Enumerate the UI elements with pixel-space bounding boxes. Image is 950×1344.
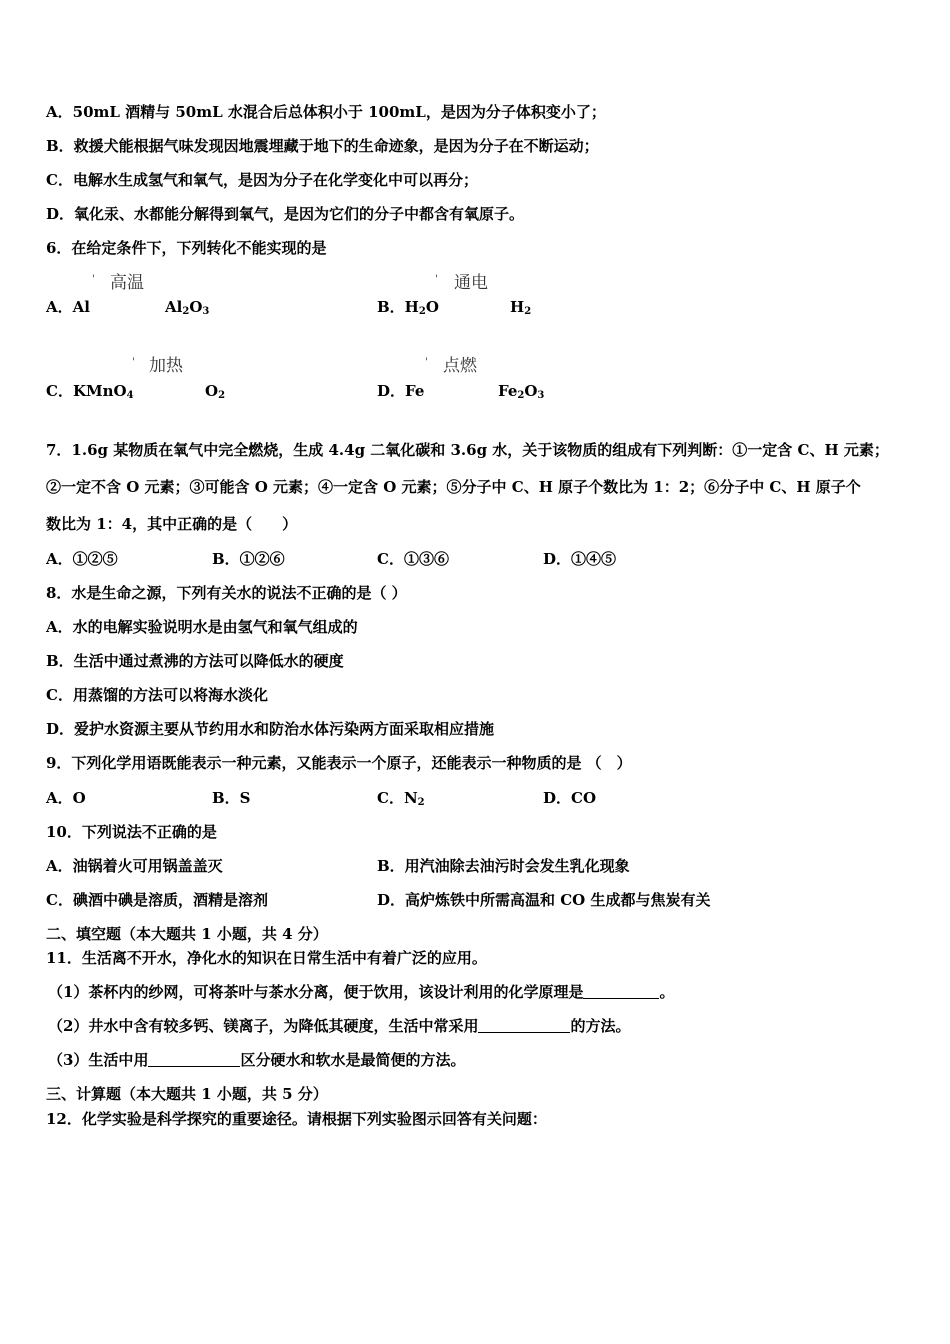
q6-a-product: $Al_2O_3$: [165, 298, 210, 317]
q8-option-d: D．爱护水资源主要从节约用水和防治水体污染两方面采取相应措施: [46, 720, 495, 738]
q11-part-2: （2）井水中含有较多钙、镁离子，为降低其硬度，生活中常采用 的方法。: [48, 1017, 631, 1035]
q11-blank-3[interactable]: [148, 1052, 240, 1067]
q5-option-c: C．电解水生成氢气和氧气，是因为分子在化学变化中可以再分；: [46, 171, 478, 189]
q6-a-condition: 高温: [110, 273, 144, 293]
q9-option-d: D．CO: [543, 789, 597, 807]
q7-option-a: A．①②⑤: [46, 550, 118, 568]
q6-d-tick: ': [425, 357, 428, 368]
q6-b-condition: 通电: [454, 273, 488, 293]
q11-part-3: （3）生活中用 区分硬水和软水是最简便的方法。: [48, 1051, 466, 1069]
q9-option-c: C．$N_2$: [377, 789, 425, 808]
q11-blank-1[interactable]: [583, 984, 659, 999]
section-2-heading: 二、填空题（本大题共 1 小题，共 4 分）: [46, 925, 328, 943]
q6-a-reactant: A．Al: [46, 298, 90, 316]
q6-c-product: $O_2$: [205, 382, 226, 401]
q7-stem-line3: 数比为 1：4，其中正确的是（ ）: [46, 515, 298, 533]
q8-stem: 8．水是生命之源，下列有关水的说法不正确的是（ ）: [46, 584, 407, 602]
q7-stem-line1: 7．1.6g 某物质在氧气中完全燃烧，生成 4.4g 二氧化碳和 3.6g 水，关于该物质的组成有下列判断：①一定含 C、H 元素；: [46, 441, 889, 459]
q9-stem: 9．下列化学用语既能表示一种元素，又能表示一个原子，还能表示一种物质的是 （ ）: [46, 754, 632, 772]
q6-d-product: $Fe_2O_3$: [498, 382, 545, 401]
q8-option-a: A．水的电解实验说明水是由氢气和氧气组成的: [46, 618, 358, 636]
q6-b-product: $H_2$: [510, 298, 532, 317]
q7-option-b: B．①②⑥: [212, 550, 285, 568]
q8-option-b: B．生活中通过煮沸的方法可以降低水的硬度: [46, 652, 344, 670]
q5-option-b: B．救援犬能根据气味发现因地震埋藏于地下的生命迹象，是因为分子在不断运动；: [46, 137, 599, 155]
q11-blank-2[interactable]: [478, 1018, 570, 1033]
q10-option-a: A．油锅着火可用锅盖盖灭: [46, 857, 223, 875]
q5-option-d: D．氧化汞、水都能分解得到氧气，是因为它们的分子中都含有氧原子。: [46, 205, 525, 223]
q6-b-tick: ': [435, 274, 438, 285]
q6-c-tick: ': [132, 357, 135, 368]
q6-b-reactant: B．$H_2O$: [377, 298, 439, 317]
q6-c-reactant: C．KMnO$_4$: [46, 382, 134, 401]
q7-stem-line2: ②一定不含 O 元素；③可能含 O 元素；④一定含 O 元素；⑤分子中 C、H 原子个数比为 1：2；⑥分子中 C、H 原子个: [46, 478, 861, 496]
q6-d-reactant: D．Fe: [377, 382, 425, 400]
q9-option-a: A．O: [46, 789, 86, 807]
q10-option-d: D．高炉炼铁中所需高温和 CO 生成都与焦炭有关: [377, 891, 711, 909]
q10-stem: 10．下列说法不正确的是: [46, 823, 217, 841]
q6-a-tick: ': [92, 274, 95, 285]
q6-c-condition: 加热: [149, 356, 183, 376]
q10-option-b: B．用汽油除去油污时会发生乳化现象: [377, 857, 630, 875]
q6-d-condition: 点燃: [443, 356, 477, 376]
q7-option-c: C．①③⑥: [377, 550, 449, 568]
q5-option-a: A．50mL 酒精与 50mL 水混合后总体积小于 100mL，是因为分子体积变小了；: [46, 103, 606, 121]
q11-stem: 11．生活离不开水，净化水的知识在日常生活中有着广泛的应用。: [46, 949, 487, 967]
q8-option-c: C．用蒸馏的方法可以将海水淡化: [46, 686, 268, 704]
q10-option-c: C．碘酒中碘是溶质，酒精是溶剂: [46, 891, 268, 909]
q7-option-d: D．①④⑤: [543, 550, 617, 568]
q6-stem: 6．在给定条件下，下列转化不能实现的是: [46, 239, 327, 257]
section-3-heading: 三、计算题（本大题共 1 小题，共 5 分）: [46, 1085, 328, 1103]
q9-option-b: B．S: [212, 789, 251, 807]
q11-part-1: （1）茶杯内的纱网，可将茶叶与茶水分离，便于饮用，该设计利用的化学原理是 。: [48, 983, 675, 1001]
q12-stem: 12．化学实验是科学探究的重要途径。请根据下列实验图示回答有关问题：: [46, 1110, 547, 1128]
